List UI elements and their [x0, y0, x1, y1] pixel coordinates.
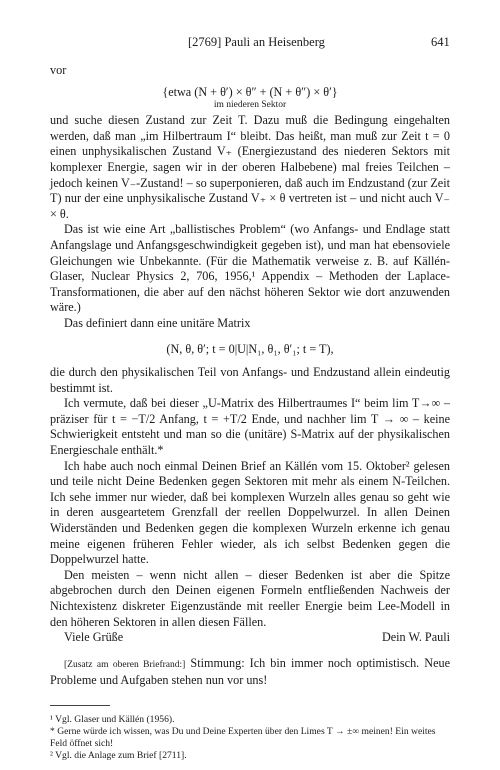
footnote-rule [50, 705, 110, 706]
footnote-star: * Gerne würde ich wissen, was Du und Deine Experten über den Limes T → ±∞ meinen! Ein weites Feld öffnet sich! [50, 725, 436, 749]
signature: Dein W. Pauli [381, 630, 450, 645]
text-vor: vor [50, 63, 67, 77]
footnote-1: ¹ Vgl. Glaser und Källén (1956). [50, 713, 175, 725]
margin-note [50, 656, 450, 689]
paragraph-7: Den meisten – wenn nicht allen – dieser Bedenken ist aber die Spitze abgebrochen durch den Deinen eigenen Formeln entfließenden Nachweis der Nichtexistenz diskreter Eigenzustände mit reeller Energie beim Lee-Modell in den höheren Sektoren in allen diesen Fällen. [50, 567, 450, 629]
page-number: 641 [431, 35, 450, 49]
formula-note: im niederen Sektor [213, 100, 287, 111]
formula-state: {etwa (N + θ′) × θ″ + (N + θ″) × θ′} [162, 84, 338, 99]
paragraph-1: und suche diesen Zustand zur Zeit T. Dazu muß die Bedingung eingehalten werden, daß man „im Hilbertraum I“ bleibt. Das heißt, man muß zur Zeit t = 0 einen unphysikalischen Zustand V₊ (Energiezustand des niederen Sektors mit komplexer Energie, sagen wir in der oberen Halbebene) mal freies Teilchen – jedoch keinen V₋-Zustand! – so superponieren, daß auch im Endzustand (zur Zeit T) nur der eine unphysikalische Zustand V₊ × θ vertreten ist – und nicht auch V₋ × θ. [50, 113, 450, 221]
paragraph-5: Ich vermute, daß bei dieser „U-Matrix des Hilbertraumes I“ beim lim T→∞ – präziser für t = −T/2 Anfang, t = +T/2 Ende, und nachher lim T → ∞ – keine Schwierigkeit entsteht und man so die (unitäre) S-Matrix auf der physikalischen Energieschale enthält.* [50, 396, 450, 458]
note-text: Stimmung: Ich bin immer noch optimistisch. Neue Probleme und Aufgaben stehen nun vor uns! [50, 655, 450, 688]
footnote-2: ² Vgl. die Anlage zum Brief [2711]. [50, 749, 187, 761]
matrix-equation: (N, θ, θ′; t = 0|U|N₁, θ₁, θ′₁; t = T), [166, 341, 334, 356]
paragraph-2: Das ist wie eine Art „ballistisches Problem“ (wo Anfangs- und Endlage statt Anfangslage und Anfangsgeschwindigkeit gegeben ist), und man hat ebensoviele Gleichungen wie Unbekannte. (Für die Mathematik verweise z. B. auf Källén-Glaser, Nuclear Physics 2, 706, 1956,¹ Appendix – Methoden der Laplace-Transformationen, die aber auf den nächst höheren Sektor wie dort anzuwenden wäre.) [50, 222, 450, 315]
closing [64, 630, 450, 646]
letter-body [50, 63, 450, 762]
paragraph-3: Das definiert dann eine unitäre Matrix [64, 315, 251, 330]
paragraph-6: Ich habe auch noch einmal Deinen Brief an Källén vom 15. Oktober² gelesen und teile nicht Deine Bedenken gegen Sektoren mit mehr als einem N-Teilchen. Ich sehe immer nur wieder, daß bei komplexen Wurzeln alles genau so geht wie in deren ausgeartetem Grenzfall der reellen Doppelwurzel. In allen Deinen Widerständen und Bedenken gegen die komplexen Wurzeln erkenne ich genau meine eigenen früheren Fehler wieder, als ich selbst Bedenken gegen die Doppelwurzel hatte. [50, 458, 450, 567]
header-title: [2769] Pauli an Heisenberg [188, 35, 325, 49]
paragraph-4: die durch den physikalischen Teil von Anfangs- und Endzustand allein eindeutig bestimmt ist. [50, 365, 450, 395]
closing-greeting: Viele Grüße [64, 630, 124, 645]
note-prefix: [Zusatz am oberen Briefrand:] [64, 659, 186, 670]
